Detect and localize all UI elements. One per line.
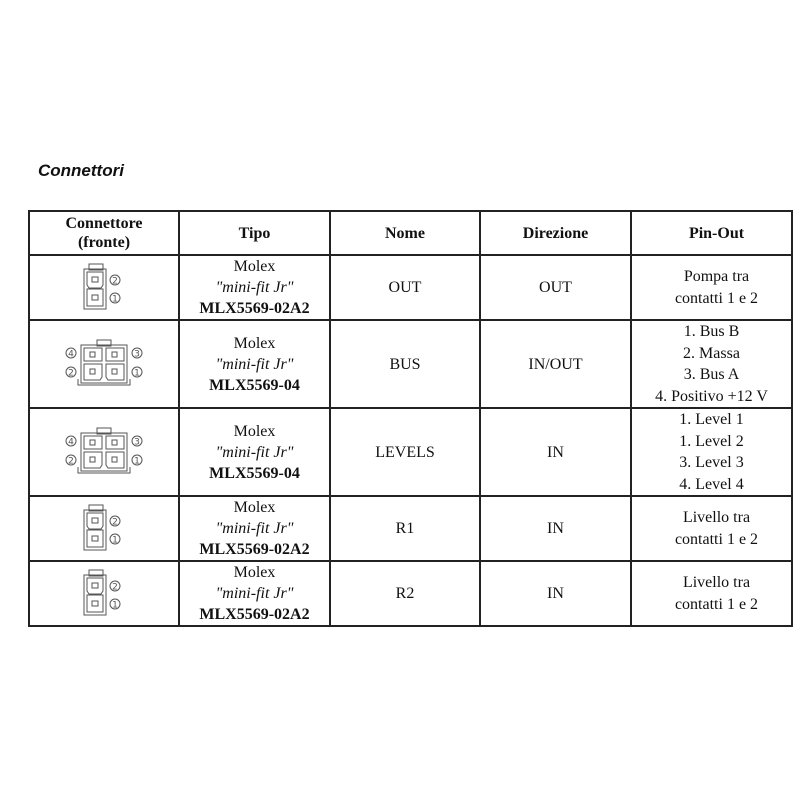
molex-2pin-connector-icon (30, 504, 178, 554)
pinout-line: Pompa tra (683, 267, 750, 285)
molex-2pin-connector-icon (30, 569, 178, 619)
tipo-cell (179, 408, 330, 496)
pinout-cell (631, 561, 792, 626)
svg-text:3: 3 (134, 349, 140, 360)
section-title: Connettori (38, 161, 124, 180)
pinout-line: contatti 1 e 2 (674, 530, 759, 548)
nome-cell: BUS (330, 320, 480, 408)
svg-text:2: 2 (68, 368, 74, 379)
connector-cell (29, 255, 179, 320)
tipo-cell (179, 320, 330, 408)
pinout-line: 2. Massa (683, 344, 740, 362)
header-connettore (29, 211, 179, 255)
pinout-cell (631, 255, 792, 320)
pinout-line: 1. Bus B (683, 323, 740, 340)
svg-text:1: 1 (112, 294, 118, 304)
tipo-part: MLX5569-02A2 (199, 606, 310, 623)
pinout-line: Livello tra (682, 573, 751, 591)
tipo-series: "mini-fit Jr" (215, 443, 294, 461)
direzione-cell: OUT (480, 255, 631, 320)
molex-4pin-connector-icon (30, 427, 178, 477)
tipo-series: "mini-fit Jr" (215, 355, 294, 373)
connector-cell (29, 561, 179, 626)
svg-text:1: 1 (112, 535, 118, 545)
table-row (29, 561, 792, 626)
svg-text:1: 1 (112, 600, 118, 610)
tipo-brand: Molex (233, 564, 276, 581)
svg-text:4: 4 (68, 437, 74, 448)
pinout-cell (631, 320, 792, 408)
table-row (29, 255, 792, 320)
tipo-part: MLX5569-02A2 (199, 300, 310, 317)
direzione-cell: IN/OUT (480, 320, 631, 408)
pinout-line: 3. Level 3 (679, 454, 744, 471)
molex-4pin-connector-icon (30, 339, 178, 389)
pinout-line: 1. Level 1 (679, 411, 744, 428)
header-connettore-line1: Connettore (65, 215, 143, 232)
molex-2pin-connector-icon (30, 263, 178, 313)
tipo-part: MLX5569-04 (209, 376, 300, 394)
header-nome: Nome (330, 211, 480, 255)
table-header-row (29, 211, 792, 255)
header-connettore-line2: (fronte) (77, 234, 131, 251)
svg-text:3: 3 (134, 437, 140, 448)
tipo-brand: Molex (233, 258, 276, 275)
tipo-brand: Molex (233, 422, 276, 440)
svg-text:1: 1 (134, 456, 140, 467)
pinout-line: 3. Bus A (683, 366, 740, 383)
nome-cell: R2 (330, 561, 480, 626)
svg-text:4: 4 (68, 349, 74, 360)
direzione-cell: IN (480, 496, 631, 561)
nome-cell: R1 (330, 496, 480, 561)
pinout-line: contatti 1 e 2 (674, 595, 759, 613)
table-row (29, 320, 792, 408)
tipo-cell (179, 496, 330, 561)
pinout-line: 1. Level 2 (679, 432, 744, 450)
header-direzione: Direzione (480, 211, 631, 255)
connector-cell (29, 496, 179, 561)
pinout-cell (631, 408, 792, 496)
nome-cell: OUT (330, 255, 480, 320)
tipo-brand: Molex (233, 499, 276, 516)
table-row (29, 496, 792, 561)
connector-cell (29, 408, 179, 496)
tipo-part: MLX5569-02A2 (199, 541, 310, 558)
svg-text:2: 2 (68, 456, 74, 467)
direzione-cell: IN (480, 561, 631, 626)
pinout-line: contatti 1 e 2 (674, 289, 759, 307)
tipo-cell (179, 255, 330, 320)
tipo-series: "mini-fit Jr" (215, 585, 294, 602)
table-row (29, 408, 792, 496)
svg-text:2: 2 (112, 582, 118, 592)
svg-text:2: 2 (112, 517, 118, 527)
tipo-part: MLX5569-04 (209, 464, 300, 482)
header-pinout: Pin-Out (631, 211, 792, 255)
tipo-cell (179, 561, 330, 626)
tipo-series: "mini-fit Jr" (215, 279, 294, 296)
pinout-cell (631, 496, 792, 561)
nome-cell: LEVELS (330, 408, 480, 496)
tipo-brand: Molex (233, 334, 276, 352)
connector-cell (29, 320, 179, 408)
tipo-series: "mini-fit Jr" (215, 520, 294, 537)
svg-text:1: 1 (134, 368, 140, 379)
pinout-line: 4. Level 4 (679, 475, 744, 493)
pinout-line: 4. Positivo +12 V (655, 387, 768, 405)
connectors-table (28, 210, 793, 627)
svg-text:2: 2 (112, 276, 118, 286)
header-tipo: Tipo (179, 211, 330, 255)
direzione-cell: IN (480, 408, 631, 496)
pinout-line: Livello tra (682, 508, 751, 526)
